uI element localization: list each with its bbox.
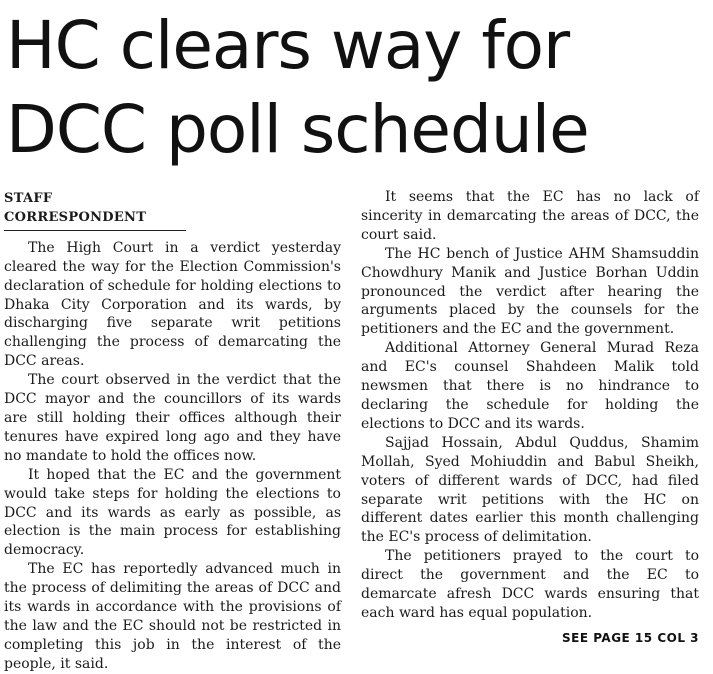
paragraph: It hoped that the EC and the government would take steps for holding the elections to DCC and its wards as early as possible, as election is the main process for establishing democracy. (4, 466, 341, 559)
headline-line-1: HC clears way for (6, 7, 570, 84)
paragraph: The EC has reportedly advanced much in the process of delimiting the areas of DCC and its wards in accordance with the provisions of the law and the EC should not be restricted in completing this job in the interest of the people, it said. (4, 561, 341, 672)
paragraph: The HC bench of Justice AHM Shamsuddin Chowdhury Manik and Justice Borhan Uddin pronounced the verdict after hearing the arguments placed by the counsels for the petitioners and the EC and the government. (361, 245, 699, 338)
headline (6, 4, 706, 172)
byline: STAFF CORRESPONDENT (4, 190, 186, 231)
paragraph: The court observed in the verdict that the DCC mayor and the councillors of its wards are still holding their offices although their tenures have expired long ago and they have no mandate to hold the offices now. (4, 372, 341, 464)
paragraph: The petitioners prayed to the court to direct the government and the EC to demarcate afresh DCC wards ensuring that each ward has equal population. (361, 548, 699, 621)
headline-line-2: DCC poll schedule (6, 91, 589, 168)
paragraph: The High Court in a verdict yesterday cleared the way for the Election Commission's declaration of schedule for holding elections to Dhaka City Corporation and its wards, by discharging five separate writ petitions challenging the process of demarcating the DCC areas. (4, 239, 341, 370)
paragraph: Sajjad Hossain, Abdul Quddus, Shamim Mollah, Syed Mohiuddin and Babul Sheikh, voters of different wards of DCC, had filed separate writ petitions with the HC on different dates earlier this month challenging the EC's process of delimitation. (361, 434, 699, 546)
continuation-note: SEE PAGE 15 COL 3 (562, 631, 699, 645)
paragraph: Additional Attorney General Murad Reza and EC's counsel Shahdeen Malik told newsmen that there is no hindrance to declaring the schedule for holding the elections to DCC and its wards. (361, 340, 699, 432)
paragraph: It seems that the EC has no lack of sincerity in demarcating the areas of DCC, the court said. (361, 189, 699, 243)
article-left-column (4, 190, 341, 674)
article-right-column (361, 188, 699, 623)
